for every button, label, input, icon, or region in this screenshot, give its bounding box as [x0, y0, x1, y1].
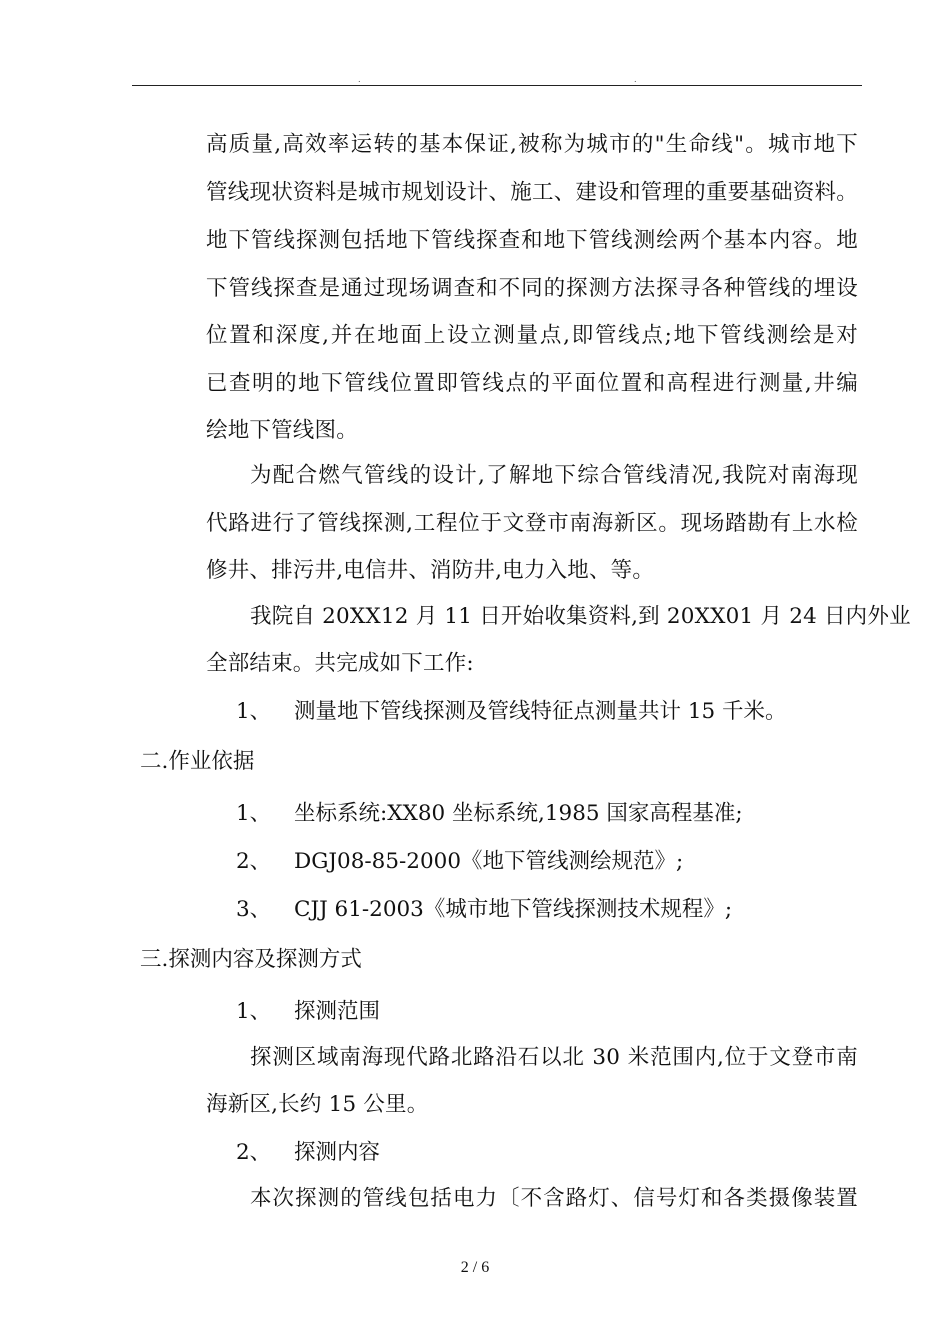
header-dot: . [634, 75, 637, 84]
paragraph-line: 全部结束。共完成如下工作: [206, 651, 474, 676]
paragraph-line: 为配合燃气管线的设计,了解地下综合管线清况,我院对南海现 [250, 463, 858, 488]
subsection-title: 探测范围 [294, 999, 381, 1024]
list-number: 1、 [236, 999, 272, 1024]
list-number: 2、 [236, 1140, 272, 1165]
header-rule [132, 85, 862, 86]
list-number: 1、 [236, 699, 272, 724]
paragraph-line: 海新区,长约 15 公里。 [206, 1092, 429, 1117]
page-number: 2 / 6 [460, 1259, 490, 1276]
paragraph-line: 修井、排污井,电信井、消防井,电力入地、等。 [206, 558, 655, 583]
paragraph-line: 我院自 20XX12 月 11 日开始收集资料,到 20XX01 月 24 日内外业 [250, 604, 911, 629]
paragraph-line: 地下管线探测包括地下管线探查和地下管线测绘两个基本内容。地 [206, 228, 858, 253]
list-item-text: DGJ08-85-2000《地下管线测绘规范》; [294, 849, 684, 874]
list-item-text: CJJ 61-2003《城市地下管线探测技术规程》; [294, 897, 733, 922]
list-number: 2、 [236, 849, 272, 874]
paragraph-line: 本次探测的管线包括电力〔不含路灯、信号灯和各类摄像装置 [250, 1186, 858, 1211]
paragraph-line: 已查明的地下管线位置即管线点的平面位置和高程进行测量,井编 [206, 371, 858, 396]
section-heading: 三.探测内容及探测方式 [140, 947, 362, 972]
subsection-title: 探测内容 [294, 1140, 381, 1165]
section-heading: 二.作业依据 [140, 749, 255, 774]
header-dot: . [358, 75, 361, 84]
list-number: 3、 [236, 897, 272, 922]
paragraph-line: 绘地下管线图。 [206, 418, 358, 443]
paragraph-line: 位置和深度,并在地面上设立测量点,即管线点;地下管线测绘是对 [206, 323, 858, 348]
list-item-text: 测量地下管线探测及管线特征点测量共计 15 千米。 [294, 699, 787, 724]
paragraph-line: 代路进行了管线探测,工程位于文登市南海新区。现场踏勘有上水检 [206, 511, 858, 536]
paragraph-line: 下管线探查是通过现场调查和不同的探测方法探寻各种管线的埋设 [206, 276, 858, 301]
list-item-text: 坐标系统:XX80 坐标系统,1985 国家高程基准; [294, 801, 743, 826]
list-number: 1、 [236, 801, 272, 826]
paragraph-line: 高质量,高效率运转的基本保证,被称为城市的"生命线"。城市地下 [206, 132, 858, 157]
paragraph-line: 管线现状资料是城市规划设计、施工、建设和管理的重要基础资料。 [206, 180, 858, 205]
paragraph-line: 探测区域南海现代路北路沿石以北 30 米范围内,位于文登市南 [250, 1045, 858, 1070]
